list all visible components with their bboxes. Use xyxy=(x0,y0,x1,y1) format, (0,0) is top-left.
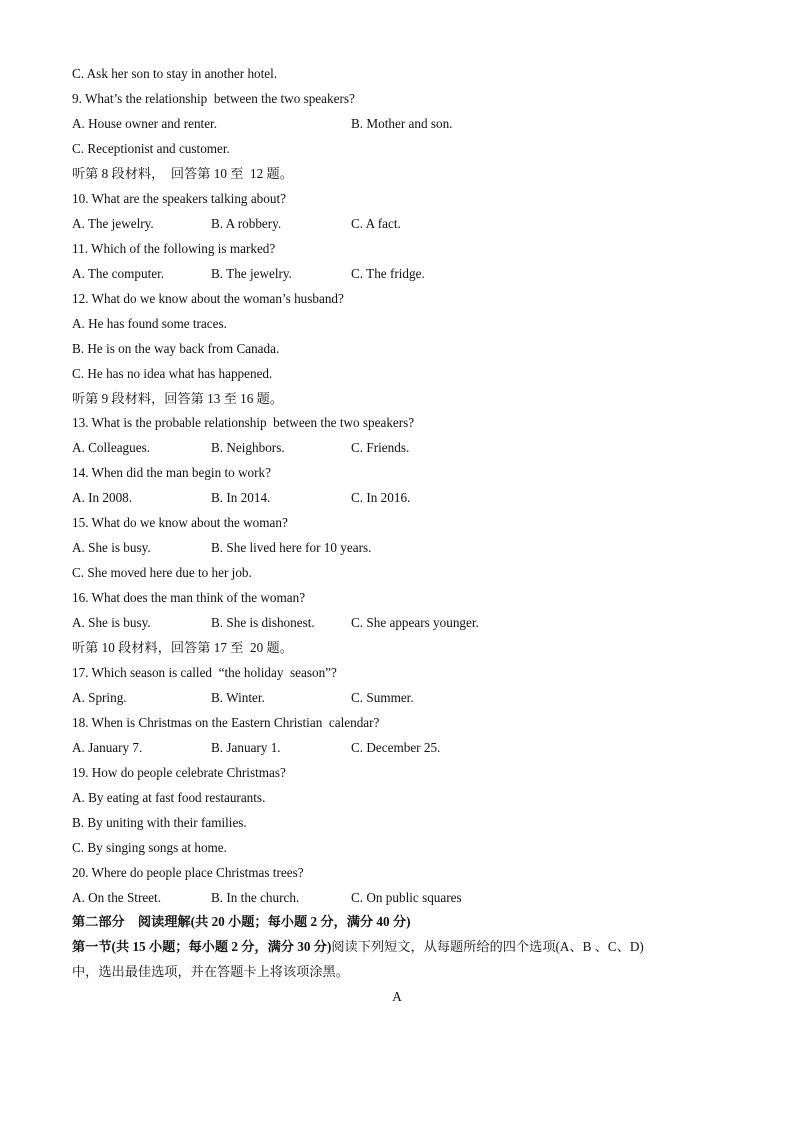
option-20a: A. On the Street. xyxy=(72,890,161,905)
option-18c: C. December 25. xyxy=(351,740,441,755)
section-one-heading: 第一节(共 15 小题；每小题 2 分，满分 30 分) xyxy=(72,939,332,954)
option-20c: C. On public squares xyxy=(351,890,462,905)
option-17a: A. Spring. xyxy=(72,690,127,705)
passage-label: A xyxy=(392,989,402,1004)
option-12a: A. He has found some traces. xyxy=(72,316,227,331)
section-instruction-8: 听第 8 段材料， 回答第 10 至 12 题。 xyxy=(72,166,293,181)
question-15: 15. What do we know about the woman? xyxy=(72,515,288,530)
option-16b: B. She is dishonest. xyxy=(211,615,315,630)
option-15b: B. She lived here for 10 years. xyxy=(211,540,372,555)
option-19b: B. By uniting with their families. xyxy=(72,815,247,830)
section-one-instruction-text: 阅读下列短文，从每题所给的四个选项(A、B 、C、D) xyxy=(331,939,644,954)
question-17: 17. Which season is called “the holiday season”? xyxy=(72,665,337,680)
option-16c: C. She appears younger. xyxy=(351,615,479,630)
question-18: 18. When is Christmas on the Eastern Christian calendar? xyxy=(72,715,380,730)
option-8c: C. Ask her son to stay in another hotel. xyxy=(72,66,278,81)
option-17b: B. Winter. xyxy=(211,690,265,705)
question-11: 11. Which of the following is marked? xyxy=(72,241,276,256)
option-10a: A. The jewelry. xyxy=(72,216,154,231)
option-18b: B. January 1. xyxy=(211,740,281,755)
option-14b: B. In 2014. xyxy=(211,490,271,505)
option-11a: A. The computer. xyxy=(72,266,165,281)
question-14: 14. When did the man begin to work? xyxy=(72,465,271,480)
option-14c: C. In 2016. xyxy=(351,490,411,505)
option-15a: A. She is busy. xyxy=(72,540,151,555)
question-19: 19. How do people celebrate Christmas? xyxy=(72,765,286,780)
option-10b: B. A robbery. xyxy=(211,216,282,231)
option-16a: A. She is busy. xyxy=(72,615,151,630)
section-one-instruction xyxy=(72,939,644,955)
option-9c: C. Receptionist and customer. xyxy=(72,141,230,156)
part-two-heading: 第二部分 阅读理解(共 20 小题；每小题 2 分，满分 40 分) xyxy=(72,914,411,929)
option-14a: A. In 2008. xyxy=(72,490,133,505)
section-one-instruction-line2: 中，选出最佳选项，并在答题卡上将该项涂黑。 xyxy=(72,964,349,979)
option-13c: C. Friends. xyxy=(351,440,410,455)
question-12: 12. What do we know about the woman’s husband? xyxy=(72,291,344,306)
option-12c: C. He has no idea what has happened. xyxy=(72,366,273,381)
option-13a: A. Colleagues. xyxy=(72,440,151,455)
section-instruction-9: 听第 9 段材料，回答第 13 至 16 题。 xyxy=(72,391,283,406)
option-11c: C. The fridge. xyxy=(351,266,425,281)
option-20b: B. In the church. xyxy=(211,890,300,905)
question-13: 13. What is the probable relationship between the two speakers? xyxy=(72,415,415,430)
question-16: 16. What does the man think of the woman? xyxy=(72,590,306,605)
option-9a: A. House owner and renter. xyxy=(72,116,218,131)
option-15c: C. She moved here due to her job. xyxy=(72,565,252,580)
option-19a: A. By eating at fast food restaurants. xyxy=(72,790,266,805)
option-11b: B. The jewelry. xyxy=(211,266,292,281)
question-9: 9. What’s the relationship between the two speakers? xyxy=(72,91,355,106)
option-9b: B. Mother and son. xyxy=(351,116,453,131)
option-10c: C. A fact. xyxy=(351,216,401,231)
section-instruction-10: 听第 10 段材料，回答第 17 至 20 题。 xyxy=(72,640,293,655)
option-12b: B. He is on the way back from Canada. xyxy=(72,341,280,356)
question-20: 20. Where do people place Christmas trees? xyxy=(72,865,304,880)
option-18a: A. January 7. xyxy=(72,740,143,755)
option-13b: B. Neighbors. xyxy=(211,440,285,455)
option-17c: C. Summer. xyxy=(351,690,414,705)
question-10: 10. What are the speakers talking about? xyxy=(72,191,286,206)
option-19c: C. By singing songs at home. xyxy=(72,840,227,855)
